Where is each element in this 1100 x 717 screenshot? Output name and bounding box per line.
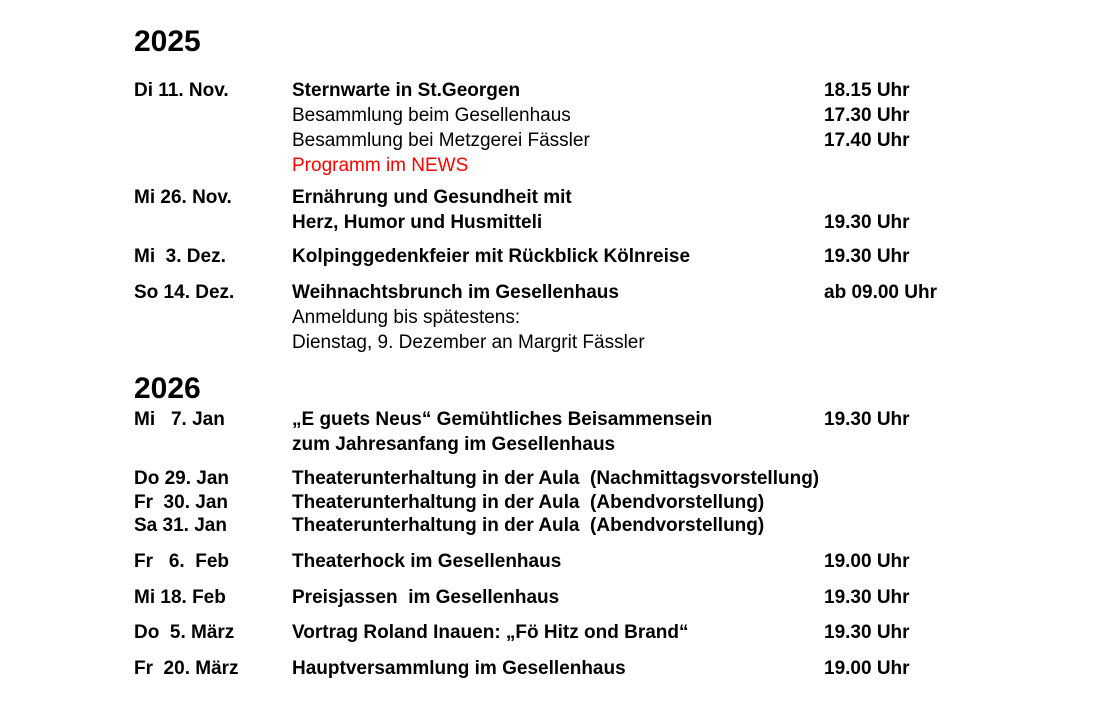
entry-description: Sternwarte in St.Georgen: [292, 80, 521, 101]
schedule-row: [134, 466, 1074, 491]
entry-time: 19.30 Uhr: [824, 409, 910, 430]
entry-description: Anmeldung bis spätestens:: [292, 307, 521, 328]
schedule-entry: [134, 466, 1074, 491]
schedule-entry: [134, 656, 1074, 681]
entry-time: 18.15 Uhr: [824, 80, 910, 101]
entry-time: 19.30 Uhr: [824, 622, 910, 643]
schedule-row: [134, 330, 1074, 355]
entry-description: Vortrag Roland Inauen: „Fö Hitz ond Brand“: [292, 622, 689, 643]
entry-description: Besammlung bei Metzgerei Fässler: [292, 130, 590, 151]
schedule-row: [134, 549, 1074, 574]
entry-time: 19.30 Uhr: [824, 246, 910, 267]
entry-description: Herz, Humor und Husmitteli: [292, 212, 543, 233]
entry-description: zum Jahresanfang im Gesellenhaus: [292, 434, 616, 455]
entry-date: So 14. Dez.: [134, 282, 235, 303]
schedule-row: [134, 407, 1074, 432]
entry-date: Do 29. Jan: [134, 468, 230, 489]
entry-description: Programm im NEWS: [292, 155, 469, 176]
entry-time: 17.40 Uhr: [824, 130, 910, 151]
entry-date: Fr 30. Jan: [134, 492, 228, 513]
entry-date: Mi 3. Dez.: [134, 246, 226, 267]
entry-description: Theaterunterhaltung in der Aula (Abendvorstellung): [292, 515, 765, 536]
entry-date: Do 5. März: [134, 622, 235, 643]
entry-date: Di 11. Nov.: [134, 80, 229, 101]
schedule-entry: [134, 280, 1074, 355]
schedule-entry: [134, 244, 1074, 269]
entry-description: Theaterunterhaltung in der Aula (Abendvorstellung): [292, 492, 765, 513]
entry-description: Theaterhock im Gesellenhaus: [292, 551, 562, 572]
entry-time: 17.30 Uhr: [824, 105, 910, 126]
schedule-row: [134, 513, 1074, 538]
entry-description: Besammlung beim Gesellenhaus: [292, 105, 571, 126]
schedule-row: [134, 244, 1074, 269]
entry-time: 19.30 Uhr: [824, 587, 910, 608]
schedule-row: [134, 432, 1074, 457]
schedule-row: [134, 185, 1074, 210]
schedule-row: [134, 656, 1074, 681]
year-heading-2025: 2025: [134, 25, 201, 58]
schedule-entry: [134, 490, 1074, 515]
entry-date: Fr 6. Feb: [134, 551, 230, 572]
schedule-row: [134, 78, 1074, 103]
schedule-row: [134, 620, 1074, 645]
entry-description: Preisjassen im Gesellenhaus: [292, 587, 560, 608]
entry-date: Mi 18. Feb: [134, 587, 226, 608]
entry-date: Mi 7. Jan: [134, 409, 225, 430]
schedule-row: [134, 153, 1074, 178]
entry-description: Theaterunterhaltung in der Aula (Nachmittagsvorstellung): [292, 468, 820, 489]
entry-description: „E guets Neus“ Gemühtliches Beisammensein: [292, 409, 713, 430]
year-heading-2026: 2026: [134, 372, 201, 405]
entry-description: Dienstag, 9. Dezember an Margrit Fässler: [292, 332, 645, 353]
entry-description: Weihnachtsbrunch im Gesellenhaus: [292, 282, 619, 303]
entry-time: 19.00 Uhr: [824, 551, 910, 572]
entry-description: Kolpinggedenkfeier mit Rückblick Kölnreise: [292, 246, 691, 267]
schedule-entry: [134, 549, 1074, 574]
schedule-row: [134, 490, 1074, 515]
schedule-row: [134, 128, 1074, 153]
entry-description: Hauptversammlung im Gesellenhaus: [292, 658, 626, 679]
schedule-entry: [134, 513, 1074, 538]
schedule-entry: [134, 407, 1074, 457]
entry-time: 19.30 Uhr: [824, 212, 910, 233]
entry-date: Fr 20. März: [134, 658, 239, 679]
schedule-entry: [134, 78, 1074, 178]
schedule-row: [134, 585, 1074, 610]
schedule-entry: [134, 585, 1074, 610]
schedule-row: [134, 305, 1074, 330]
schedule-row: [134, 103, 1074, 128]
schedule-entry: [134, 185, 1074, 235]
entry-date: Mi 26. Nov.: [134, 187, 232, 208]
schedule-entry: [134, 620, 1074, 645]
entry-time: 19.00 Uhr: [824, 658, 910, 679]
schedule-row: [134, 210, 1074, 235]
entry-description: Ernährung und Gesundheit mit: [292, 187, 572, 208]
entry-time: ab 09.00 Uhr: [824, 282, 937, 303]
entry-date: Sa 31. Jan: [134, 515, 227, 536]
schedule-row: [134, 280, 1074, 305]
